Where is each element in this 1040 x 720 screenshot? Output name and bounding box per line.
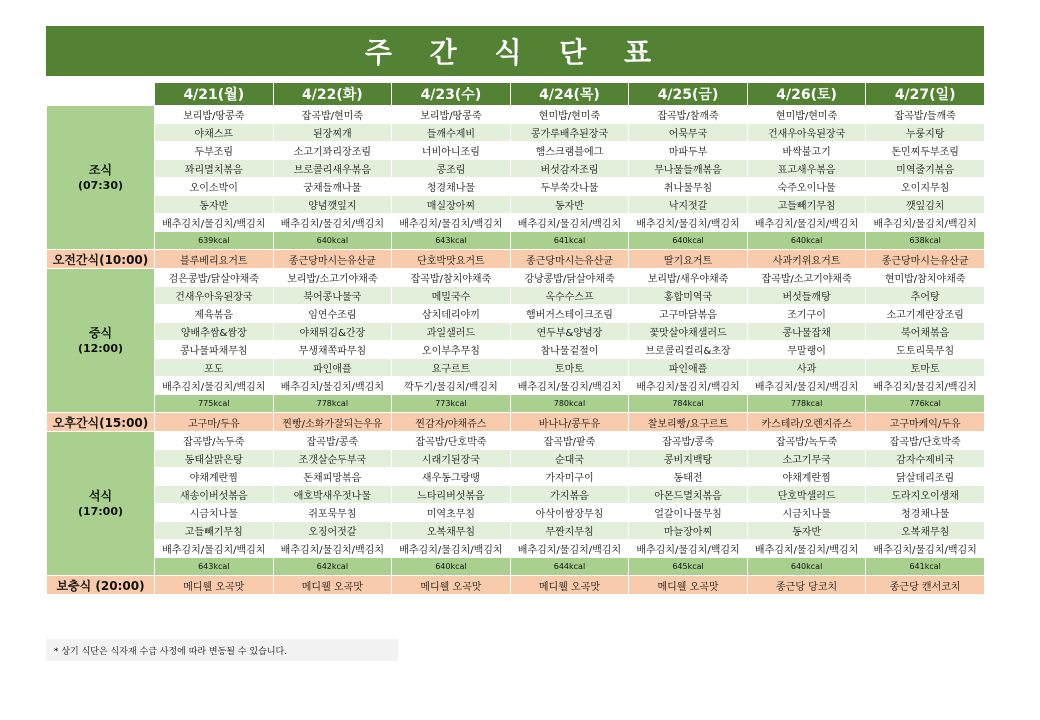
menu-item: 배추김치/물김치/백김치: [155, 377, 274, 395]
menu-item: 배추김치/물김치/백김치: [155, 540, 274, 558]
menu-item: 고구마닭볶음: [629, 305, 748, 323]
menu-item: 배추김치/물김치/백김치: [510, 540, 629, 558]
kcal-value: 775kcal: [155, 395, 274, 413]
menu-item: 토마토: [510, 359, 629, 377]
menu-item: 동태전: [629, 468, 748, 486]
menu-item: 콩가루배추된장국: [510, 124, 629, 142]
menu-item: 두부쑥갓나물: [510, 178, 629, 196]
menu-item: 아삭이쌈장무침: [510, 504, 629, 522]
menu-item: 배추김치/물김치/백김치: [155, 214, 274, 232]
menu-item: 아몬드멸치볶음: [629, 486, 748, 504]
menu-item: 돈채피망볶음: [273, 468, 392, 486]
supplement-row: [47, 576, 985, 595]
menu-item: 매실장아찌: [392, 196, 511, 214]
menu-item: 배추김치/물김치/백김치: [747, 540, 866, 558]
menu-item: 순대국: [510, 450, 629, 468]
menu-item: 얼갈이나물무침: [629, 504, 748, 522]
menu-item: 삼치데리야끼: [392, 305, 511, 323]
kcal-value: 780kcal: [510, 395, 629, 413]
menu-item: 누룽지탕: [866, 124, 985, 142]
kcal-value: 640kcal: [392, 558, 511, 576]
footnote: * 상기 식단은 식자재 수급 사정에 따라 변동될 수 있습니다.: [46, 639, 398, 661]
corner-cell: [47, 83, 155, 106]
menu-item: 꽃맛살야채샐러드: [629, 323, 748, 341]
menu-item: 가지볶음: [510, 486, 629, 504]
menu-item: 배추김치/물김치/백김치: [747, 214, 866, 232]
menu-item: 미역줄기볶음: [866, 160, 985, 178]
kcal-value: 640kcal: [629, 232, 748, 250]
menu-item: 야채계란찜: [155, 468, 274, 486]
lunch-kcal-row: [47, 395, 985, 413]
snack-item: 종근당마시는유산균: [866, 250, 985, 269]
menu-item: 마늘장아찌: [629, 522, 748, 540]
snack-item: 찐빵/소화가잘되는우유: [273, 413, 392, 432]
menu-item: 꽈리멸치볶음: [155, 160, 274, 178]
snack-item: 고구마/두유: [155, 413, 274, 432]
menu-item: 청경채나물: [866, 504, 985, 522]
menu-item: 메밀국수: [392, 287, 511, 305]
menu-item: 소고기꽈리장조림: [273, 142, 392, 160]
afternoon-snack-label: 오후간식(15:00): [47, 413, 155, 432]
menu-item: 현미밥/참치야채죽: [866, 269, 985, 287]
snack-item: 고구마케익/두유: [866, 413, 985, 432]
menu-item: 파인애플: [273, 359, 392, 377]
menu-item: 북어채볶음: [866, 323, 985, 341]
dinner-time: (17:00): [77, 504, 124, 518]
menu-item: 오이부추무침: [392, 341, 511, 359]
menu-item: 현미밥/현미죽: [510, 106, 629, 124]
menu-item: 무말랭이: [747, 341, 866, 359]
breakfast-row: [47, 214, 985, 232]
menu-item: 잡곡밥/소고기야채죽: [747, 269, 866, 287]
menu-item: 소고기계란장조림: [866, 305, 985, 323]
snack-item: 메디웰 오곡맛: [392, 576, 511, 595]
menu-item: 배추김치/물김치/백김치: [273, 540, 392, 558]
menu-item: 감자수제비국: [866, 450, 985, 468]
snack-item: 단호박맛요거트: [392, 250, 511, 269]
menu-item: 콩나물파채무침: [155, 341, 274, 359]
menu-item: 숙주오이나물: [747, 178, 866, 196]
menu-item: 배추김치/물김치/백김치: [629, 214, 748, 232]
breakfast-kcal-row: [47, 232, 985, 250]
menu-item: 옥수수스프: [510, 287, 629, 305]
menu-item: 단호박샐러드: [747, 486, 866, 504]
snack-item: 딸기요거트: [629, 250, 748, 269]
menu-item: 보리밥/새우야채죽: [629, 269, 748, 287]
menu-item: 고들빼기무침: [747, 196, 866, 214]
menu-item: 오이지무침: [866, 178, 985, 196]
menu-item: 느타리버섯볶음: [392, 486, 511, 504]
menu-item: 참나물겉절이: [510, 341, 629, 359]
breakfast-row: [47, 196, 985, 214]
menu-item: 바싹불고기: [747, 142, 866, 160]
dinner-row: [47, 468, 985, 486]
kcal-value: 640kcal: [273, 232, 392, 250]
kcal-value: 638kcal: [866, 232, 985, 250]
kcal-value: 640kcal: [747, 232, 866, 250]
menu-item: 보리밥/소고기야채죽: [273, 269, 392, 287]
menu-item: 시래기된장국: [392, 450, 511, 468]
menu-item: 추어탕: [866, 287, 985, 305]
menu-item: 사과: [747, 359, 866, 377]
kcal-value: 640kcal: [747, 558, 866, 576]
menu-item: 건새우아욱된장국: [155, 287, 274, 305]
menu-item: 고들빼기무침: [155, 522, 274, 540]
menu-item: 표고새우볶음: [747, 160, 866, 178]
breakfast-row: [47, 142, 985, 160]
menu-item: 무생채쪽파무침: [273, 341, 392, 359]
menu-item: 배추김치/물김치/백김치: [392, 214, 511, 232]
menu-item: 동자반: [747, 522, 866, 540]
day-header: 4/24(목): [510, 83, 629, 106]
menu-item: 잡곡밥/콩죽: [273, 432, 392, 450]
menu-item: 포도: [155, 359, 274, 377]
snack-item: 찐감자/야채쥬스: [392, 413, 511, 432]
menu-item: 동자반: [510, 196, 629, 214]
menu-item: 마파두부: [629, 142, 748, 160]
menu-item: 잡곡밥/현미죽: [273, 106, 392, 124]
menu-item: 잡곡밥/참치야채죽: [392, 269, 511, 287]
snack-item: 블루베리요거트: [155, 250, 274, 269]
menu-item: 깻잎김치: [866, 196, 985, 214]
snack-item: 메디웰 오곡맛: [273, 576, 392, 595]
menu-item: 배추김치/물김치/백김치: [273, 214, 392, 232]
menu-item: 과일샐러드: [392, 323, 511, 341]
page-title: 주 간 식 단 표: [46, 26, 984, 76]
menu-item: 잡곡밥/들깨죽: [866, 106, 985, 124]
menu-item: 토마토: [866, 359, 985, 377]
day-header: 4/22(화): [273, 83, 392, 106]
breakfast-label: 조식: [88, 162, 113, 177]
snack-item: 종근당마시는유산균: [510, 250, 629, 269]
menu-item: 양배추쌈&쌈장: [155, 323, 274, 341]
kcal-value: 639kcal: [155, 232, 274, 250]
menu-item: 돈민찌두부조림: [866, 142, 985, 160]
menu-item: 파인애플: [629, 359, 748, 377]
lunch-row: [47, 341, 985, 359]
breakfast-time: (07:30): [77, 178, 124, 192]
kcal-value: 643kcal: [392, 232, 511, 250]
menu-item: 닭살데리조림: [866, 468, 985, 486]
day-header: 4/27(일): [866, 83, 985, 106]
snack-item: 찰보리빵/요구르트: [629, 413, 748, 432]
menu-item: 건새우아욱된장국: [747, 124, 866, 142]
menu-item: 잡곡밥/단호박죽: [866, 432, 985, 450]
lunch-time: (12:00): [77, 341, 124, 355]
menu-item: 잡곡밥/단호박죽: [392, 432, 511, 450]
menu-item: 연두부&양념장: [510, 323, 629, 341]
kcal-value: 643kcal: [155, 558, 274, 576]
lunch-row: [47, 359, 985, 377]
dinner-row: [47, 504, 985, 522]
snack-item: 사과키위요거트: [747, 250, 866, 269]
menu-item: 임연수조림: [273, 305, 392, 323]
menu-item: 어묵무국: [629, 124, 748, 142]
menu-item: 제육볶음: [155, 305, 274, 323]
menu-item: 배추김치/물김치/백김치: [510, 214, 629, 232]
dinner-row: [47, 432, 985, 450]
morning-snack-row: [47, 250, 985, 269]
menu-item: 들깨수제비: [392, 124, 511, 142]
day-header: 4/25(금): [629, 83, 748, 106]
snack-item: 종근당마시는유산균: [273, 250, 392, 269]
menu-item: 야채계란찜: [747, 468, 866, 486]
menu-item: 낙지젓갈: [629, 196, 748, 214]
menu-item: 애호박새우젓나물: [273, 486, 392, 504]
menu-item: 조갯살순두부국: [273, 450, 392, 468]
menu-item: 버섯들깨탕: [747, 287, 866, 305]
supplement-label: 보충식 (20:00): [47, 576, 155, 595]
menu-item: 배추김치/물김치/백김치: [510, 377, 629, 395]
kcal-value: 642kcal: [273, 558, 392, 576]
menu-item: 현미밥/현미죽: [747, 106, 866, 124]
snack-item: 메디웰 오곡맛: [629, 576, 748, 595]
morning-snack-label: 오전간식(10:00): [47, 250, 155, 269]
menu-item: 햄스크램블에그: [510, 142, 629, 160]
menu-item: 배추김치/물김치/백김치: [629, 377, 748, 395]
menu-item: 잡곡밥/참깨죽: [629, 106, 748, 124]
menu-item: 배추김치/물김치/백김치: [629, 540, 748, 558]
dinner-row: [47, 486, 985, 504]
dinner-kcal-row: [47, 558, 985, 576]
lunch-label-cell: [47, 269, 155, 413]
breakfast-label-cell: [47, 106, 155, 250]
menu-item: 검은콩밥/닭살야채죽: [155, 269, 274, 287]
menu-item: 북어콩나물국: [273, 287, 392, 305]
menu-item: 오복채무침: [866, 522, 985, 540]
menu-item: 쥐포묵무침: [273, 504, 392, 522]
menu-item: 취나물무침: [629, 178, 748, 196]
day-header-row: [47, 83, 985, 106]
menu-item: 무나물들깨볶음: [629, 160, 748, 178]
afternoon-snack-row: [47, 413, 985, 432]
menu-item: 조기구이: [747, 305, 866, 323]
dinner-row: [47, 450, 985, 468]
menu-item: 새우동그랑땡: [392, 468, 511, 486]
menu-item: 오복채무침: [392, 522, 511, 540]
snack-item: 메디웰 오곡맛: [155, 576, 274, 595]
menu-item: 무짠지무침: [510, 522, 629, 540]
menu-item: 브로콜리새우볶음: [273, 160, 392, 178]
breakfast-row: [47, 178, 985, 196]
menu-item: 잡곡밥/녹두죽: [155, 432, 274, 450]
menu-item: 깍두기/물김치/백김치: [392, 377, 511, 395]
menu-item: 새송이버섯볶음: [155, 486, 274, 504]
menu-item: 배추김치/물김치/백김치: [392, 540, 511, 558]
menu-item: 배추김치/물김치/백김치: [747, 377, 866, 395]
menu-item: 도라지오이생채: [866, 486, 985, 504]
lunch-row: [47, 269, 985, 287]
menu-item: 양념깻잎지: [273, 196, 392, 214]
menu-item: 요구르트: [392, 359, 511, 377]
dinner-label: 석식: [88, 488, 113, 503]
breakfast-row: [47, 106, 985, 124]
menu-item: 잡곡밥/녹두죽: [747, 432, 866, 450]
snack-item: 카스테라/오렌지쥬스: [747, 413, 866, 432]
dinner-label-cell: [47, 432, 155, 576]
menu-item: 동자반: [155, 196, 274, 214]
menu-item: 콩비지백탕: [629, 450, 748, 468]
snack-item: 종근당 당코치: [747, 576, 866, 595]
kcal-value: 644kcal: [510, 558, 629, 576]
breakfast-row: [47, 160, 985, 178]
menu-item: 동태살맑은탕: [155, 450, 274, 468]
menu-item: 브로콜리컬리&초장: [629, 341, 748, 359]
menu-item: 강낭콩밥/닭살야채죽: [510, 269, 629, 287]
lunch-row: [47, 377, 985, 395]
menu-item: 배추김치/물김치/백김치: [866, 214, 985, 232]
kcal-value: 778kcal: [273, 395, 392, 413]
menu-item: 궁채들깨나물: [273, 178, 392, 196]
menu-item: 두부조림: [155, 142, 274, 160]
day-header: 4/21(월): [155, 83, 274, 106]
lunch-row: [47, 305, 985, 323]
menu-item: 도토리묵무침: [866, 341, 985, 359]
kcal-value: 641kcal: [510, 232, 629, 250]
kcal-value: 784kcal: [629, 395, 748, 413]
breakfast-row: [47, 124, 985, 142]
menu-item: 콩조림: [392, 160, 511, 178]
menu-item: 청경채나물: [392, 178, 511, 196]
snack-item: 바나나/콩두유: [510, 413, 629, 432]
menu-item: 햄버거스테이크조림: [510, 305, 629, 323]
menu-item: 야채튀김&간장: [273, 323, 392, 341]
kcal-value: 641kcal: [866, 558, 985, 576]
kcal-value: 773kcal: [392, 395, 511, 413]
weekly-menu-table: [46, 82, 985, 595]
menu-item: 콩나물잡채: [747, 323, 866, 341]
menu-item: 된장찌개: [273, 124, 392, 142]
menu-item: 야채스프: [155, 124, 274, 142]
dinner-row: [47, 522, 985, 540]
lunch-label: 중식: [88, 325, 113, 340]
kcal-value: 776kcal: [866, 395, 985, 413]
lunch-row: [47, 323, 985, 341]
kcal-value: 778kcal: [747, 395, 866, 413]
menu-item: 잡곡밥/팥죽: [510, 432, 629, 450]
snack-item: 종근당 캔서코치: [866, 576, 985, 595]
snack-item: 메디웰 오곡맛: [510, 576, 629, 595]
lunch-row: [47, 287, 985, 305]
menu-item: 배추김치/물김치/백김치: [273, 377, 392, 395]
menu-item: 보리밥/땅콩죽: [155, 106, 274, 124]
menu-item: 보리밥/땅콩죽: [392, 106, 511, 124]
menu-item: 배추김치/물김치/백김치: [866, 377, 985, 395]
menu-item: 버섯감자조림: [510, 160, 629, 178]
menu-item: 소고기무국: [747, 450, 866, 468]
menu-item: 가자미구이: [510, 468, 629, 486]
kcal-value: 645kcal: [629, 558, 748, 576]
day-header: 4/23(수): [392, 83, 511, 106]
dinner-row: [47, 540, 985, 558]
menu-item: 너비아니조림: [392, 142, 511, 160]
menu-item: 오징어젓갈: [273, 522, 392, 540]
day-header: 4/26(토): [747, 83, 866, 106]
menu-item: 오이소박이: [155, 178, 274, 196]
menu-item: 홍합미역국: [629, 287, 748, 305]
menu-item: 잡곡밥/콩죽: [629, 432, 748, 450]
menu-item: 배추김치/물김치/백김치: [866, 540, 985, 558]
menu-item: 시금치나물: [747, 504, 866, 522]
menu-item: 시금치나물: [155, 504, 274, 522]
menu-item: 미역초무침: [392, 504, 511, 522]
